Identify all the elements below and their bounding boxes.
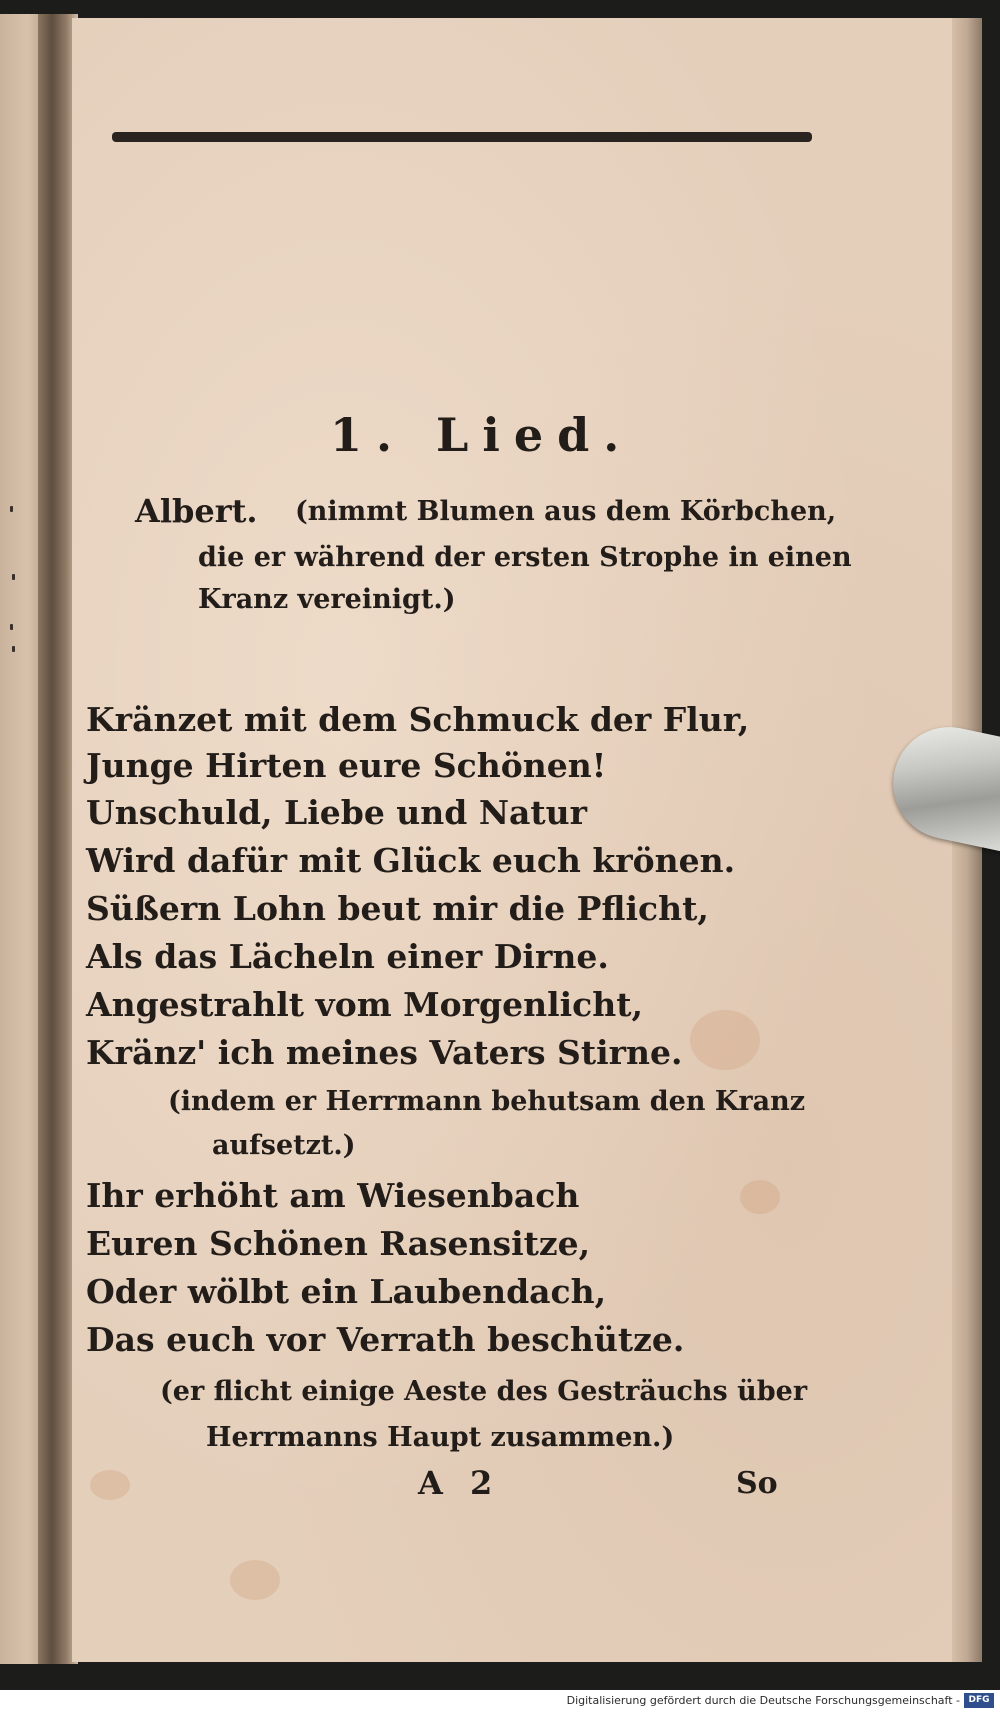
verse-line: Kränz' ich meines Vaters Stirne. <box>86 1033 683 1072</box>
speaker-name: Albert. <box>135 492 258 530</box>
verse-line: Oder wölbt ein Laubendach, <box>86 1272 607 1311</box>
foxing-spot <box>90 1470 130 1500</box>
signature-mark: A 2 <box>418 1464 501 1502</box>
verse-line: Ihr erhöht am Wiesenbach <box>86 1176 580 1215</box>
stage-direction-line: (indem er Herrmann behutsam den Kranz <box>168 1086 806 1117</box>
catchword: So <box>736 1466 778 1501</box>
verse-line: Junge Hirten eure Schönen! <box>86 746 607 785</box>
verse-line: Angestrahlt vom Morgenlicht, <box>86 985 643 1024</box>
dfg-logo: DFG <box>964 1693 994 1708</box>
verse-line: Wird dafür mit Glück euch krönen. <box>86 841 736 880</box>
verse-line: Kränzet mit dem Schmuck der Flur, <box>86 700 750 739</box>
verse-line: Euren Schönen Rasensitze, <box>86 1224 591 1263</box>
verse-line: Das euch vor Verrath beschütze. <box>86 1320 685 1359</box>
stage-direction-line: die er während der ersten Strophe in einen <box>198 542 852 573</box>
stage-direction-line: (er flicht einige Aeste des Gesträuchs über <box>160 1376 808 1407</box>
foxing-spot <box>740 1180 780 1214</box>
foxing-spot <box>690 1010 760 1070</box>
verse-line: Süßern Lohn beut mir die Pflicht, <box>86 889 709 928</box>
verse-line: Unschuld, Liebe und Natur <box>86 793 588 832</box>
book-page <box>72 18 970 1662</box>
verse-line: Als das Lächeln einer Dirne. <box>86 937 609 976</box>
stage-direction-line: Herrmanns Haupt zusammen.) <box>206 1422 675 1453</box>
stage-direction-line: Kranz vereinigt.) <box>198 584 456 615</box>
song-heading: 1. Lied. <box>330 408 634 462</box>
funding-notice: Digitalisierung gefördert durch die Deutsche Forschungsgemeinschaft - <box>566 1694 960 1707</box>
stage-direction-line: aufsetzt.) <box>212 1130 356 1161</box>
header-rule <box>112 132 812 142</box>
stage-direction-line: (nimmt Blumen aus dem Körbchen, <box>295 496 837 527</box>
foxing-spot <box>230 1560 280 1600</box>
